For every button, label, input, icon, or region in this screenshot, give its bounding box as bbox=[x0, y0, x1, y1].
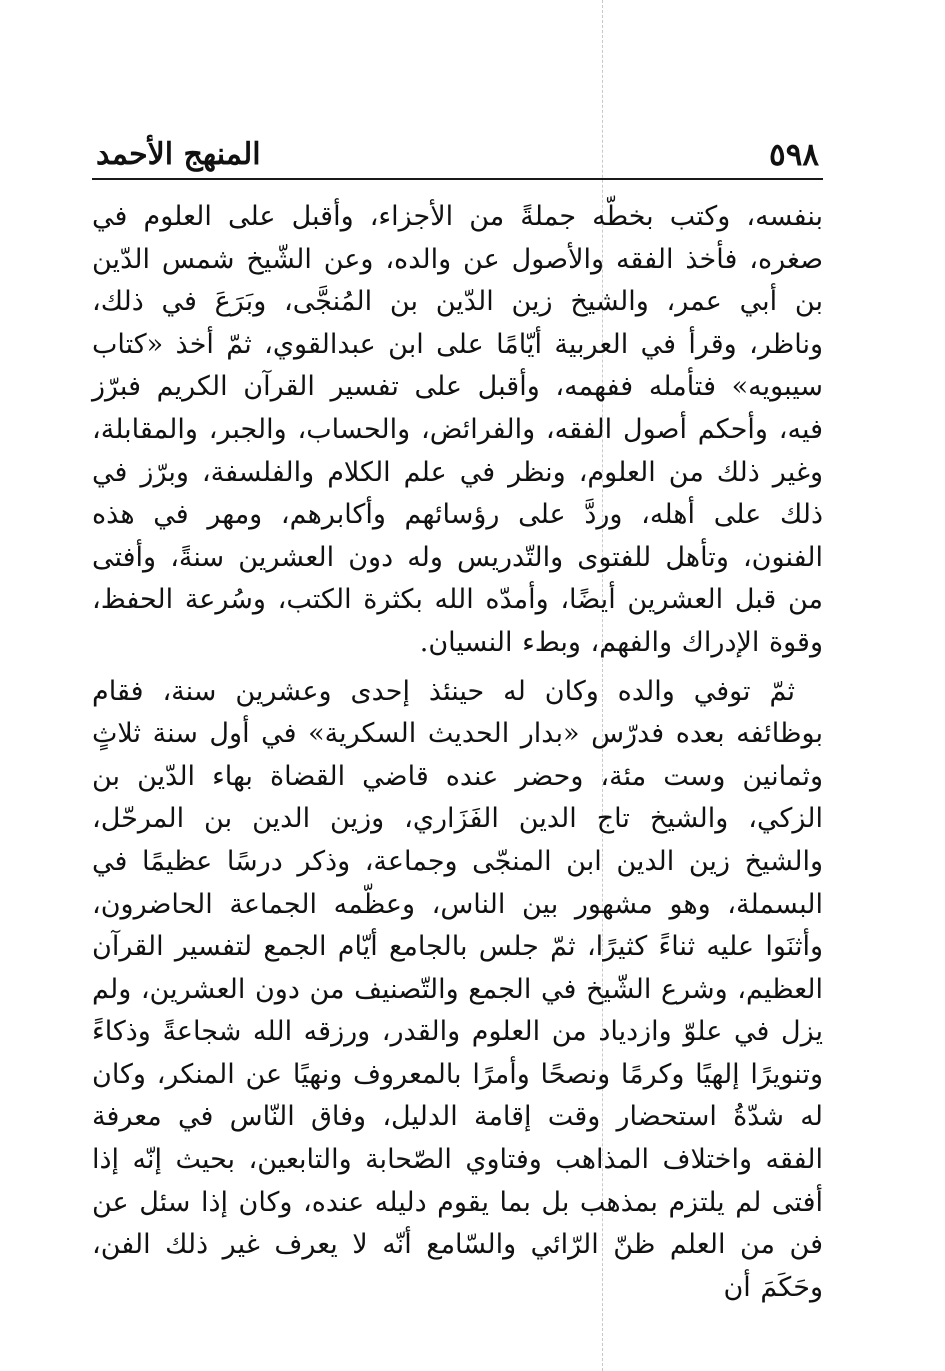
header-divider bbox=[92, 178, 823, 180]
paragraph-2: ثمّ توفي والده وكان له حينئذ إحدى وعشرين سنة، فقام بوظائفه بعده فدرّس «بدار الحديث السكرية» في أول سنة ثلاثٍ وثمانين وست مئة، وحضر عنده قاضي القضاة بهاء الدّين بن الزكي، والشيخ تاج الدين الفَزَاري، وزين الدين بن المرحّل، والشيخ زين الدين ابن المنجّى وجماعة، وذكر درسًا عظيمًا في البسملة، وهو مشهور بين الناس، وعظّمه الجماعة الحاضرون، وأثنَوا عليه ثناءً كثيرًا، ثمّ جلس بالجامع أيّام الجمع لتفسير القرآن العظيم، وشرع الشّيخ في الجمع والتّصنيف من دون العشرين، ولم يزل في علوّ وازدياد من العلوم والقدر، ورزقه الله شجاعةً وذكاءً وتنويرًا إلهيًا وكرمًا ونصحًا وأمرًا بالمعروف ونهيًا عن المنكر، وكان له شدّةُ استحضار وقت إقامة الدليل، وفاق النّاس في معرفة الفقه واختلاف المذاهب وفتاوي الصّحابة والتابعين، بحيث إنّه إذا أفتى لم يلتزم بمذهب بل بما يقوم دليله عنده، وكان إذا سئل عن فن من العلم ظنّ الرّائي والسّامع أنّه لا يعرف غير ذلك الفن، وحَكَمَ أن bbox=[92, 675, 823, 1303]
page-number: ٥٩٨ bbox=[769, 137, 819, 173]
page-header bbox=[92, 132, 823, 176]
page-body bbox=[92, 196, 823, 1309]
running-title: المنهج الأحمد bbox=[96, 137, 261, 172]
paragraph-1: بنفسه، وكتب بخطّه جملةً من الأجزاء، وأقبل على العلوم في صغره، فأخذ الفقه والأصول عن والده، وعن الشّيخ شمس الدّين بن أبي عمر، والشيخ زين الدّين بن المُنجَّى، وبَرَعَ في ذلك، وناظر، وقرأ في العربية أيّامًا على ابن عبدالقوي، ثمّ أخذ «كتاب سيبويه» فتأمله ففهمه، وأقبل على تفسير القرآن الكريم فبرّز فيه، وأحكم أصول الفقه، والفرائض، والحساب، والجبر، والمقابلة، وغير ذلك من العلوم، ونظر في علم الكلام والفلسفة، وبرّز في ذلك على أهله، وردَّ على رؤسائهم وأكابرهم، ومهر في هذه الفنون، وتأهل للفتوى والتّدريس وله دون العشرين سنةً، وأفتى من قبل العشرين أيضًا، وأمدّه الله بكثرة الكتب، وسُرعة الحفظ، وقوة الإدراك والفهم، وبطء النسيان. bbox=[92, 201, 824, 658]
